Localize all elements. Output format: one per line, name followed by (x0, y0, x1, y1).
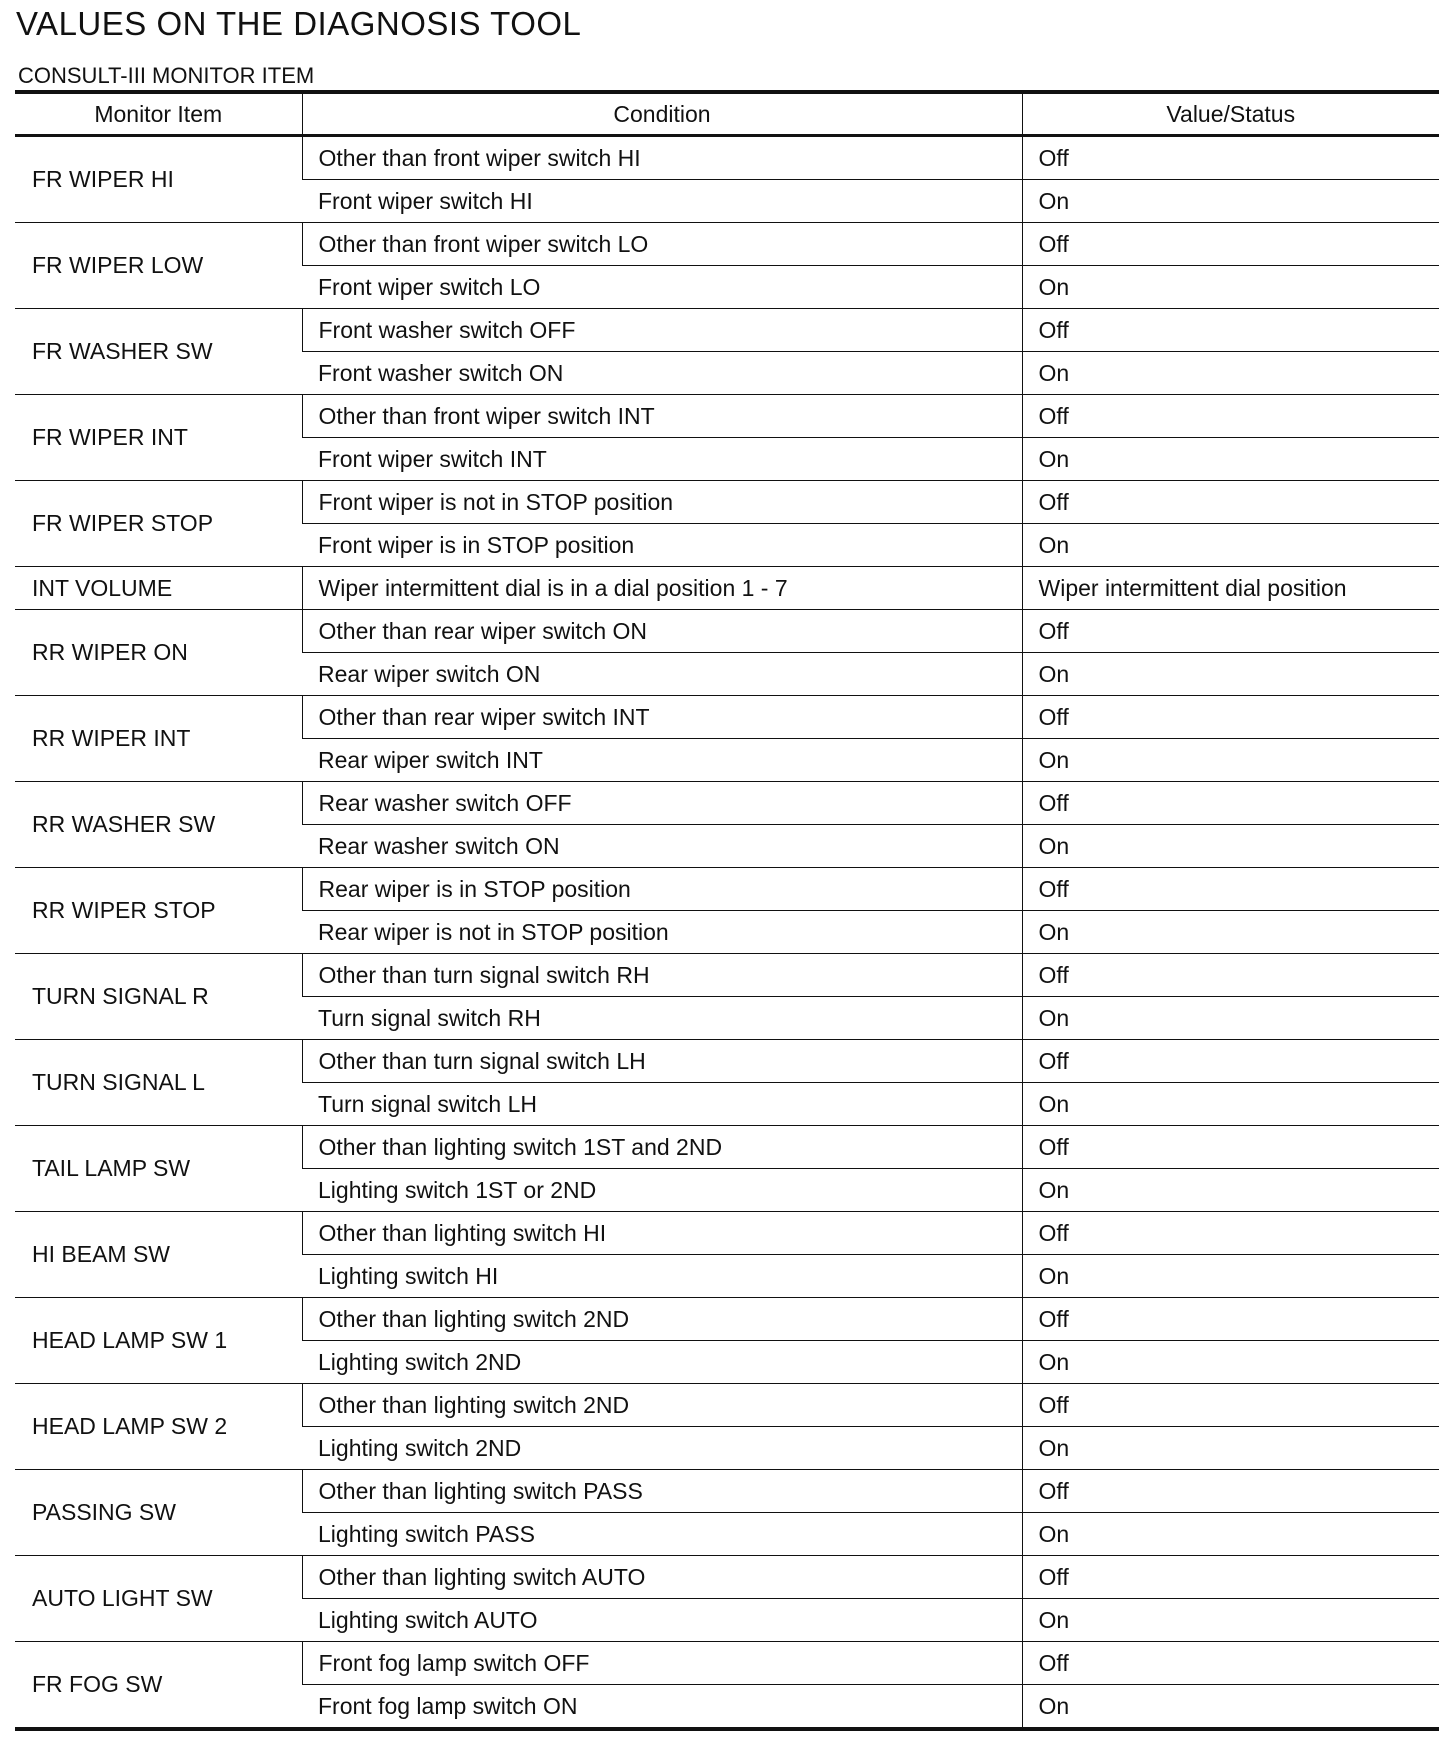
monitor-item-cell: TURN SIGNAL R (15, 954, 302, 1040)
value-status-cell: On (1022, 180, 1439, 223)
monitor-item-cell: HI BEAM SW (15, 1212, 302, 1298)
value-status-cell: On (1022, 825, 1439, 868)
table-row (15, 696, 1439, 739)
table-row (15, 782, 1439, 825)
condition-cell: Front washer switch ON (302, 352, 1022, 395)
value-status-cell: Off (1022, 1384, 1439, 1427)
condition-cell: Other than front wiper switch LO (302, 223, 1022, 266)
condition-cell: Rear wiper switch INT (302, 739, 1022, 782)
value-status-cell: On (1022, 1427, 1439, 1470)
condition-cell: Other than lighting switch PASS (302, 1470, 1022, 1513)
condition-cell: Front fog lamp switch ON (302, 1685, 1022, 1730)
condition-cell: Wiper intermittent dial is in a dial position 1 - 7 (302, 567, 1022, 610)
value-status-cell: Off (1022, 1040, 1439, 1083)
table-row (15, 868, 1439, 911)
value-status-cell: On (1022, 1513, 1439, 1556)
monitor-item-cell: FR WASHER SW (15, 309, 302, 395)
table-row (15, 1212, 1439, 1255)
condition-cell: Front wiper is not in STOP position (302, 481, 1022, 524)
condition-cell: Other than turn signal switch LH (302, 1040, 1022, 1083)
condition-cell: Lighting switch HI (302, 1255, 1022, 1298)
condition-cell: Other than lighting switch AUTO (302, 1556, 1022, 1599)
value-status-cell: On (1022, 997, 1439, 1040)
condition-cell: Front wiper switch HI (302, 180, 1022, 223)
condition-cell: Rear washer switch ON (302, 825, 1022, 868)
value-status-cell: Off (1022, 868, 1439, 911)
value-status-cell: Off (1022, 481, 1439, 524)
value-status-cell: Off (1022, 782, 1439, 825)
table-header (15, 92, 1439, 136)
table-row (15, 223, 1439, 266)
value-status-cell: On (1022, 1685, 1439, 1730)
value-status-cell: Off (1022, 1470, 1439, 1513)
table-row (15, 1298, 1439, 1341)
monitor-item-cell: FR WIPER HI (15, 136, 302, 223)
table-row (15, 610, 1439, 653)
table-row (15, 481, 1439, 524)
condition-cell: Rear wiper switch ON (302, 653, 1022, 696)
condition-cell: Lighting switch 1ST or 2ND (302, 1169, 1022, 1212)
monitor-item-table (15, 90, 1439, 1731)
table-row (15, 1384, 1439, 1427)
value-status-cell: Off (1022, 696, 1439, 739)
value-status-cell: On (1022, 266, 1439, 309)
table-body (15, 136, 1439, 1730)
monitor-item-cell: TAIL LAMP SW (15, 1126, 302, 1212)
condition-cell: Other than lighting switch 2ND (302, 1298, 1022, 1341)
condition-cell: Lighting switch 2ND (302, 1341, 1022, 1384)
value-status-cell: Off (1022, 1556, 1439, 1599)
value-status-cell: On (1022, 1599, 1439, 1642)
condition-cell: Other than lighting switch HI (302, 1212, 1022, 1255)
value-status-cell: On (1022, 438, 1439, 481)
table-row (15, 1126, 1439, 1169)
condition-cell: Other than front wiper switch INT (302, 395, 1022, 438)
monitor-item-cell: RR WIPER STOP (15, 868, 302, 954)
condition-cell: Other than lighting switch 2ND (302, 1384, 1022, 1427)
condition-cell: Front washer switch OFF (302, 309, 1022, 352)
header-monitor-item: Monitor Item (15, 92, 302, 136)
condition-cell: Other than front wiper switch HI (302, 136, 1022, 180)
table-row (15, 395, 1439, 438)
condition-cell: Rear washer switch OFF (302, 782, 1022, 825)
value-status-cell: Off (1022, 309, 1439, 352)
condition-cell: Other than turn signal switch RH (302, 954, 1022, 997)
value-status-cell: Off (1022, 610, 1439, 653)
value-status-cell: On (1022, 653, 1439, 696)
header-row (15, 92, 1439, 136)
condition-cell: Rear wiper is not in STOP position (302, 911, 1022, 954)
condition-cell: Turn signal switch LH (302, 1083, 1022, 1126)
value-status-cell: On (1022, 1083, 1439, 1126)
value-status-cell: On (1022, 1255, 1439, 1298)
table-row (15, 954, 1439, 997)
monitor-item-cell: AUTO LIGHT SW (15, 1556, 302, 1642)
value-status-cell: Off (1022, 1298, 1439, 1341)
table-row (15, 1556, 1439, 1599)
monitor-item-cell: RR WIPER INT (15, 696, 302, 782)
monitor-item-cell: FR WIPER STOP (15, 481, 302, 567)
condition-cell: Lighting switch 2ND (302, 1427, 1022, 1470)
value-status-cell: Off (1022, 395, 1439, 438)
table-row (15, 309, 1439, 352)
condition-cell: Other than rear wiper switch ON (302, 610, 1022, 653)
condition-cell: Other than rear wiper switch INT (302, 696, 1022, 739)
value-status-cell: Off (1022, 1126, 1439, 1169)
value-status-cell: Wiper intermittent dial position (1022, 567, 1439, 610)
condition-cell: Lighting switch AUTO (302, 1599, 1022, 1642)
condition-cell: Front fog lamp switch OFF (302, 1642, 1022, 1685)
condition-cell: Front wiper is in STOP position (302, 524, 1022, 567)
value-status-cell: On (1022, 911, 1439, 954)
monitor-item-cell: INT VOLUME (15, 567, 302, 610)
header-condition: Condition (302, 92, 1022, 136)
value-status-cell: Off (1022, 136, 1439, 180)
table-row (15, 567, 1439, 610)
monitor-item-cell: RR WASHER SW (15, 782, 302, 868)
condition-cell: Rear wiper is in STOP position (302, 868, 1022, 911)
monitor-item-cell: HEAD LAMP SW 2 (15, 1384, 302, 1470)
table-row (15, 1470, 1439, 1513)
header-value-status: Value/Status (1022, 92, 1439, 136)
table-row (15, 1040, 1439, 1083)
value-status-cell: On (1022, 1341, 1439, 1384)
condition-cell: Front wiper switch INT (302, 438, 1022, 481)
value-status-cell: On (1022, 1169, 1439, 1212)
value-status-cell: Off (1022, 1212, 1439, 1255)
condition-cell: Front wiper switch LO (302, 266, 1022, 309)
table-row (15, 1642, 1439, 1685)
value-status-cell: On (1022, 352, 1439, 395)
value-status-cell: On (1022, 524, 1439, 567)
monitor-item-cell: FR WIPER LOW (15, 223, 302, 309)
value-status-cell: Off (1022, 954, 1439, 997)
condition-cell: Lighting switch PASS (302, 1513, 1022, 1556)
monitor-item-cell: RR WIPER ON (15, 610, 302, 696)
monitor-item-cell: FR FOG SW (15, 1642, 302, 1730)
value-status-cell: Off (1022, 1642, 1439, 1685)
monitor-item-cell: PASSING SW (15, 1470, 302, 1556)
value-status-cell: Off (1022, 223, 1439, 266)
section-subtitle: CONSULT-III MONITOR ITEM (18, 63, 315, 88)
monitor-item-cell: FR WIPER INT (15, 395, 302, 481)
monitor-item-cell: TURN SIGNAL L (15, 1040, 302, 1126)
value-status-cell: On (1022, 739, 1439, 782)
condition-cell: Turn signal switch RH (302, 997, 1022, 1040)
monitor-item-cell: HEAD LAMP SW 1 (15, 1298, 302, 1384)
table-row (15, 136, 1439, 180)
condition-cell: Other than lighting switch 1ST and 2ND (302, 1126, 1022, 1169)
page-title: VALUES ON THE DIAGNOSIS TOOL (16, 5, 582, 42)
